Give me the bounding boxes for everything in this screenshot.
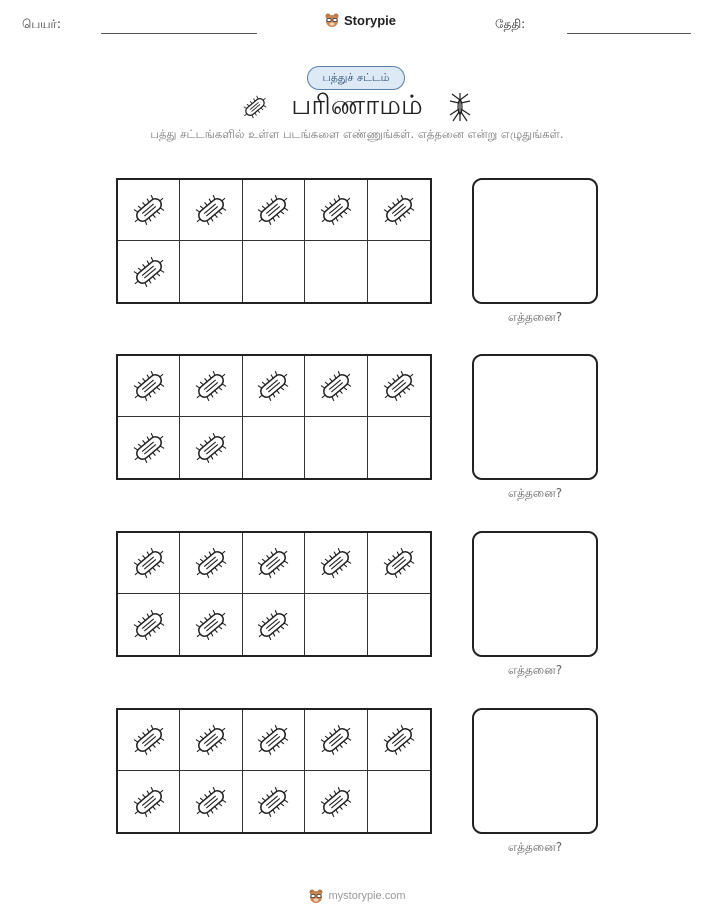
ten-frame-cell bbox=[243, 356, 305, 417]
name-label: பெயர்: bbox=[22, 17, 61, 31]
bacteria-icon bbox=[129, 605, 169, 645]
ten-frame-cell bbox=[243, 180, 305, 241]
ten-frame-cell bbox=[118, 771, 180, 832]
answer-box[interactable] bbox=[472, 354, 598, 480]
ten-frame-cell bbox=[305, 533, 367, 594]
ten-frame-cell bbox=[118, 180, 180, 241]
bacteria-icon bbox=[253, 782, 293, 822]
bacteria-icon bbox=[129, 252, 169, 292]
answer-box[interactable] bbox=[472, 531, 598, 657]
bacteria-icon bbox=[316, 720, 356, 760]
bacteria-icon bbox=[191, 782, 231, 822]
ten-frame-cell bbox=[243, 241, 305, 302]
ten-frame-cell bbox=[305, 771, 367, 832]
ten-frame-cell bbox=[305, 594, 367, 655]
ten-frame-cell bbox=[368, 180, 430, 241]
bacteria-icon bbox=[129, 366, 169, 406]
footer bbox=[0, 888, 714, 904]
ten-frame-cell bbox=[180, 771, 242, 832]
ten-frame-cell bbox=[243, 417, 305, 478]
ten-frame-cell bbox=[305, 356, 367, 417]
bacteria-icon bbox=[379, 720, 419, 760]
ten-frame-cell bbox=[368, 594, 430, 655]
ten-frame-cell bbox=[305, 241, 367, 302]
ten-frame bbox=[116, 178, 432, 304]
name-line[interactable] bbox=[101, 33, 257, 34]
bacteria-icon bbox=[253, 720, 293, 760]
bacteria-icon bbox=[191, 543, 231, 583]
bacteria-icon bbox=[253, 366, 293, 406]
bacteria-icon bbox=[129, 782, 169, 822]
ten-frame-cell bbox=[118, 241, 180, 302]
brand-name: Storypie bbox=[344, 12, 397, 28]
ten-frame-cell bbox=[243, 594, 305, 655]
ten-frame bbox=[116, 354, 432, 480]
ten-frame-cell bbox=[243, 771, 305, 832]
ten-frame-cell bbox=[180, 417, 242, 478]
bacteria-icon bbox=[316, 543, 356, 583]
ten-frame-cell bbox=[368, 533, 430, 594]
ten-frame-cell bbox=[368, 417, 430, 478]
date-label: தேதி: bbox=[495, 17, 526, 31]
bacteria-icon bbox=[253, 605, 293, 645]
ten-frame-cell bbox=[118, 594, 180, 655]
worksheet-type-badge: பத்துச் சட்டம் bbox=[307, 66, 405, 90]
ten-frame-cell bbox=[305, 180, 367, 241]
brand-logo bbox=[324, 12, 396, 28]
ten-frame-cell bbox=[118, 356, 180, 417]
bacteria-icon bbox=[191, 720, 231, 760]
bear-mascot-icon bbox=[324, 12, 340, 28]
ten-frame-cell bbox=[180, 594, 242, 655]
ten-frame bbox=[116, 531, 432, 657]
how-many-label: எத்தனை? bbox=[507, 663, 563, 677]
ten-frame-cell bbox=[180, 180, 242, 241]
how-many-label: எத்தனை? bbox=[507, 486, 563, 500]
ten-frame-cell bbox=[368, 241, 430, 302]
ten-frame-cell bbox=[118, 710, 180, 771]
bacteria-icon bbox=[129, 543, 169, 583]
date-line[interactable] bbox=[567, 33, 691, 34]
bacteria-icon bbox=[379, 366, 419, 406]
footer-url: mystorypie.com bbox=[328, 890, 406, 902]
ten-frame bbox=[116, 708, 432, 834]
ten-frame-cell bbox=[180, 241, 242, 302]
answer-box[interactable] bbox=[472, 708, 598, 834]
bacteria-icon bbox=[191, 190, 231, 230]
bacteria-icon bbox=[191, 428, 231, 468]
bacteria-icon bbox=[129, 190, 169, 230]
bacteria-icon bbox=[129, 428, 169, 468]
bacteria-icon bbox=[191, 605, 231, 645]
ten-frame-cell bbox=[180, 710, 242, 771]
bacteria-icon bbox=[253, 190, 293, 230]
ten-frame-cell bbox=[118, 533, 180, 594]
ten-frame-cell bbox=[368, 356, 430, 417]
ten-frame-cell bbox=[243, 533, 305, 594]
bear-mascot-icon bbox=[308, 888, 324, 904]
ten-frame-cell bbox=[368, 771, 430, 832]
ten-frame-cell bbox=[243, 710, 305, 771]
bacteria-icon bbox=[129, 720, 169, 760]
how-many-label: எத்தனை? bbox=[507, 310, 563, 324]
ten-frame-cell bbox=[305, 710, 367, 771]
bacteria-icon bbox=[316, 366, 356, 406]
how-many-label: எத்தனை? bbox=[507, 840, 563, 854]
bacteria-icon bbox=[379, 543, 419, 583]
bacteria-icon bbox=[253, 543, 293, 583]
bacteria-icon bbox=[191, 366, 231, 406]
mosquito-icon bbox=[446, 91, 474, 123]
ten-frame-cell bbox=[180, 533, 242, 594]
ten-frame-cell bbox=[305, 417, 367, 478]
ten-frame-cell bbox=[180, 356, 242, 417]
page-title: பரிணாமம் bbox=[291, 90, 423, 121]
ten-frame-cell bbox=[118, 417, 180, 478]
ten-frame-cell bbox=[368, 710, 430, 771]
bacteria-icon bbox=[316, 782, 356, 822]
bacteria-icon bbox=[316, 190, 356, 230]
bacteria-icon bbox=[379, 190, 419, 230]
answer-box[interactable] bbox=[472, 178, 598, 304]
instructions: பத்து சட்டங்களில் உள்ள படங்களை எண்ணுங்கள். எத்தனை என்று எழுதுங்கள். bbox=[150, 127, 564, 141]
